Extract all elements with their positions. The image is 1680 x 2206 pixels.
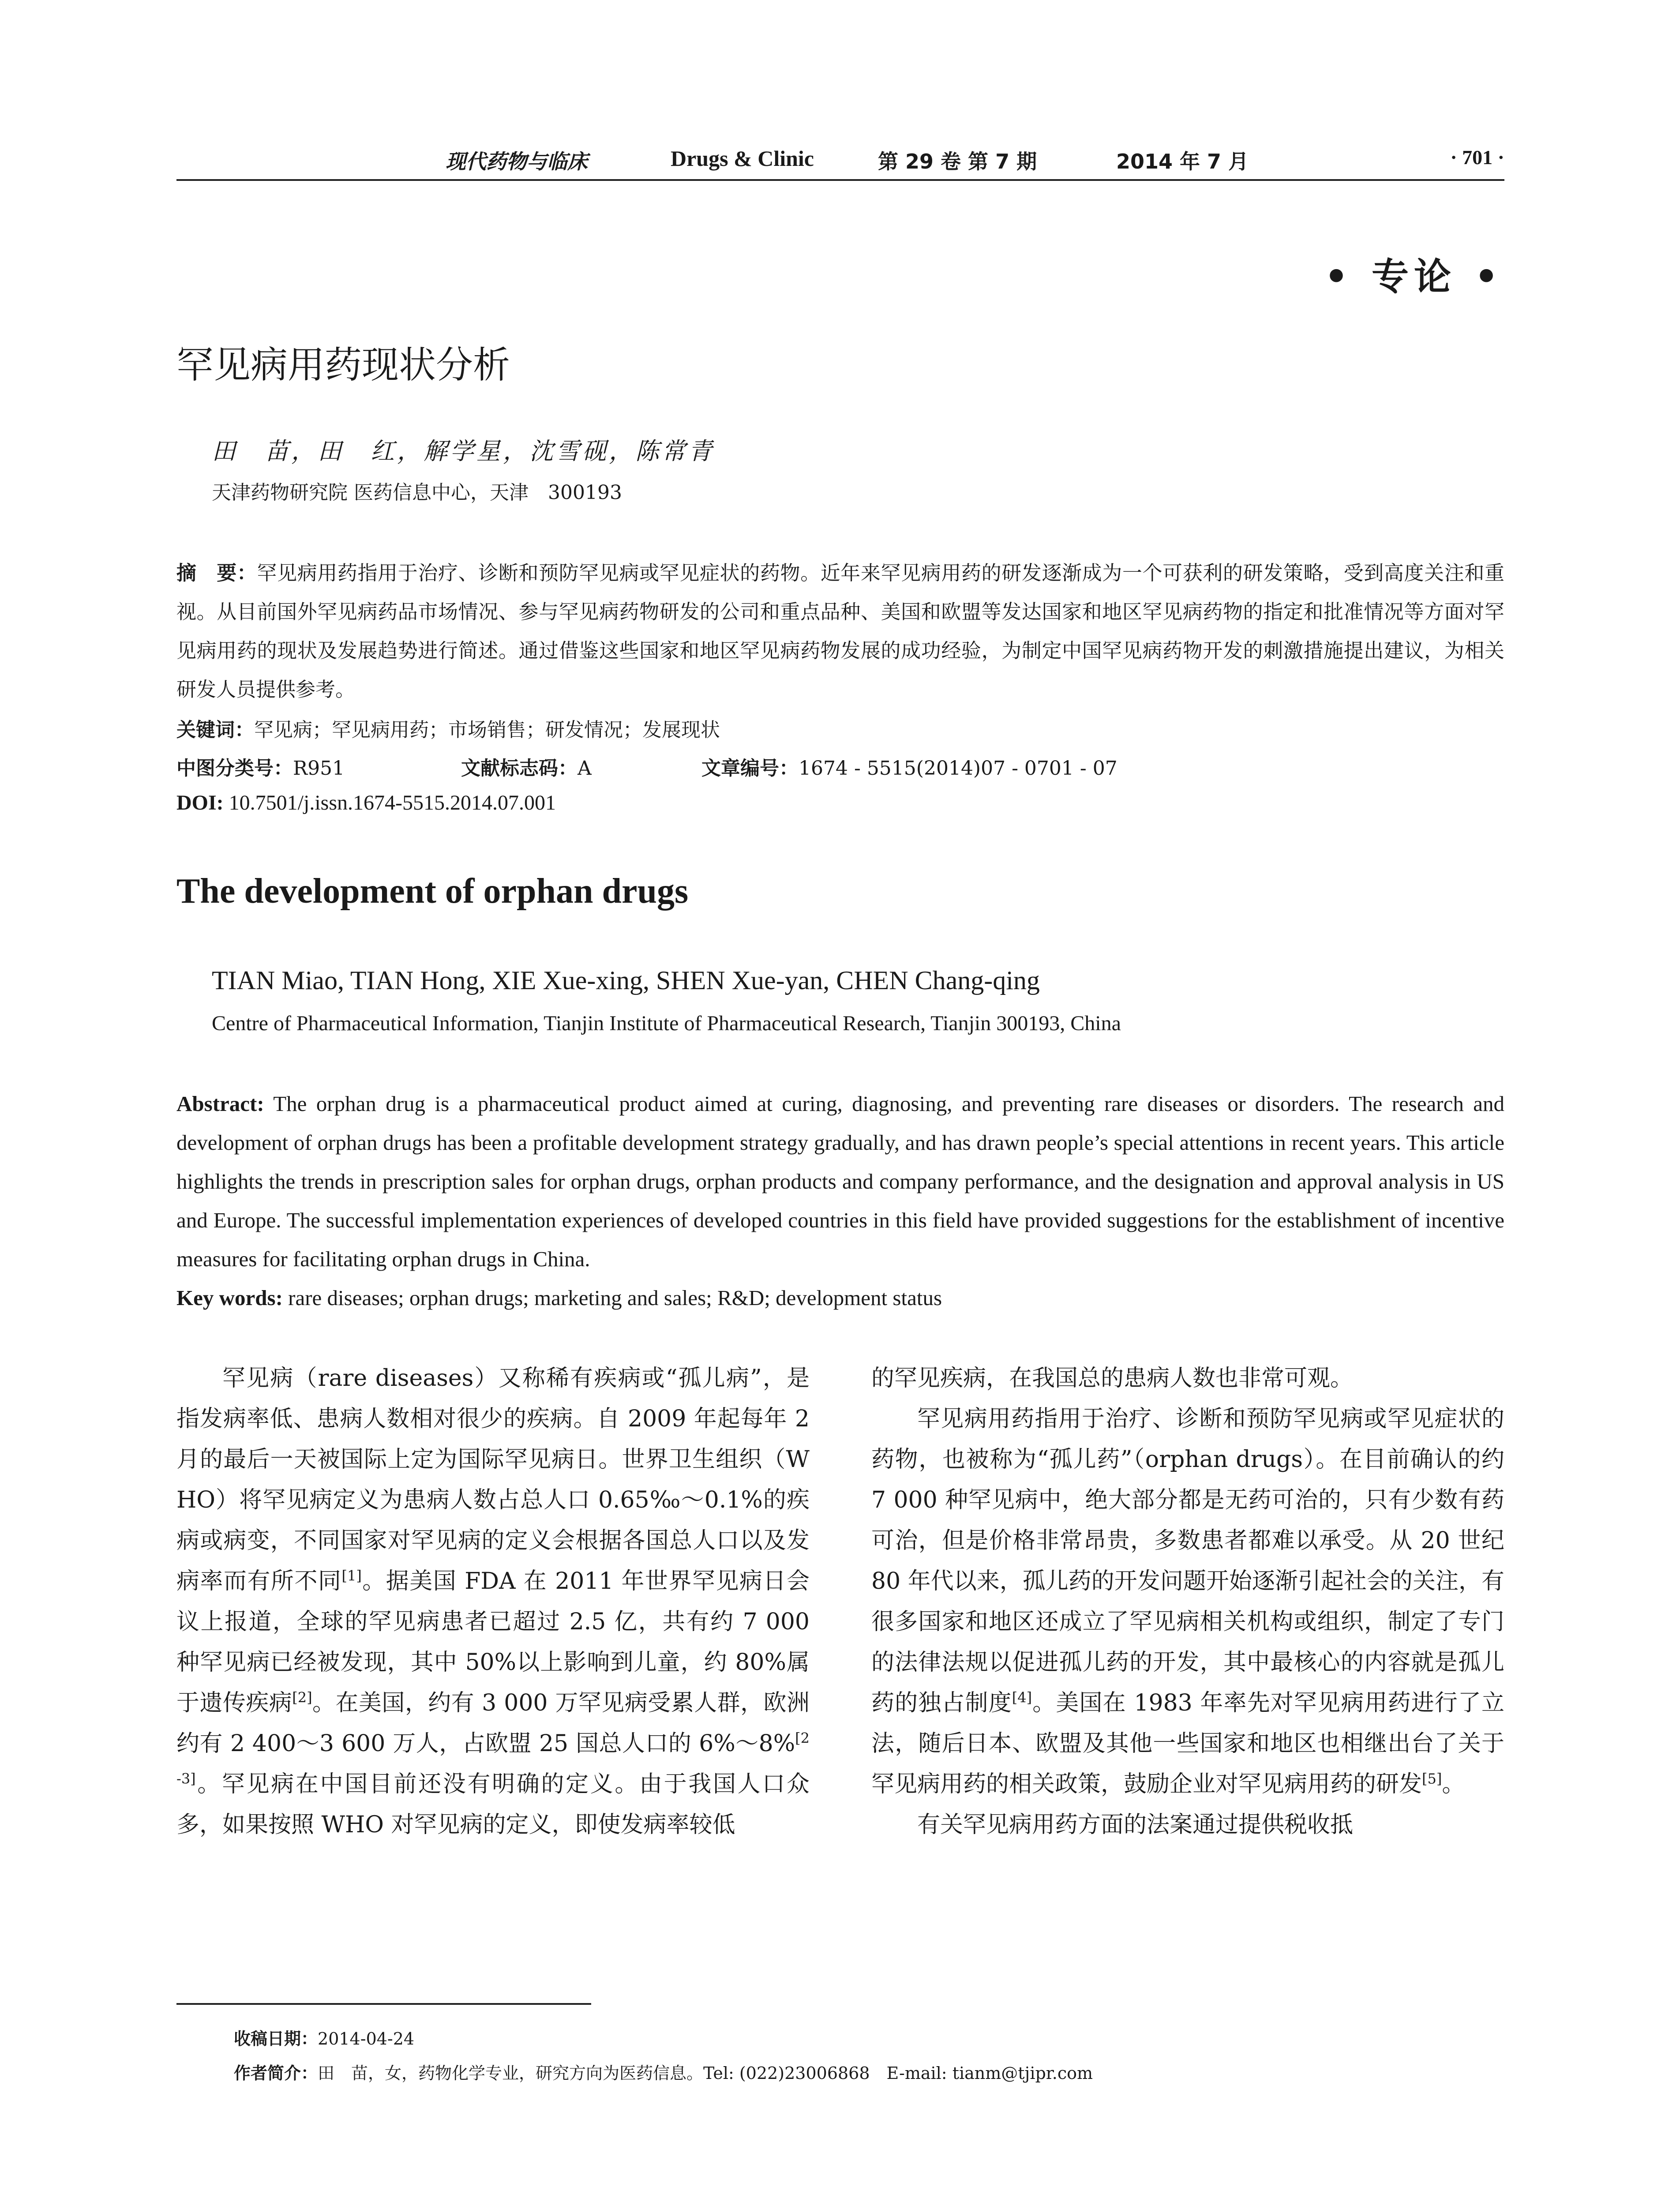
clc-value: R951 — [293, 757, 345, 780]
doi-label: DOI: — [176, 791, 224, 814]
doi-value: 10.7501/j.issn.1674-5515.2014.07.001 — [229, 791, 556, 814]
article-number-value: 1674 - 5515(2014)07 - 0701 - 07 — [799, 757, 1118, 780]
journal-name-cn: 现代药物与临床 — [446, 150, 588, 173]
body-paragraph: 罕见病（rare diseases）又称稀有疾病或“孤儿病”，是指发病率低、患病人数相对很少的疾病。自 2009 年起每年 2 月的最后一天被国际上定为国际罕见病日。世界卫生组织（WHO）将罕见病定义为患病人数占总人口 0.65‰～0.1%的疾病或病变，不同国家对罕见病的定义会根据各国总人口以及发病率而有所不同[1]。据美国 FDA 在 2011 年世界罕见病日会议上报道，全球的罕见病患者已超过 2.5 亿，共有约 7 000 种罕见病已经被发现，其中 50%以上影响到儿童，约 80%属于遗传疾病[2]。在美国，约有 3 000 万罕见病受累人群，欧洲约有 2 400～3 600 万人，占欧盟 25 国总人口的 6%～8%[2-3]。罕见病在中国目前还没有明确的定义。由于我国人口众多，如果按照 WHO 对罕见病的定义，即使发病率较低 — [176, 1365, 810, 1838]
section-label: • 专论 • — [1324, 255, 1504, 298]
author-bio — [234, 2060, 1093, 2084]
affiliation-cn: 天津药物研究院 医药信息中心，天津 300193 — [212, 481, 622, 504]
body-paragraph: 罕见病用药指用于治疗、诊断和预防罕见病或罕见症状的药物，也被称为“孤儿药”（orphan drugs）。在目前确认的约 7 000 种罕见病中，绝大部分都是无药可治的，只有少数有药可治，但是价格非常昂贵，多数患者都难以承受。从 20 世纪 80 年代以来，孤儿药的开发问题开始逐渐引起社会的关注，有很多国家和地区还成立了罕见病相关机构或组织，制定了专门的法律法规以促进孤儿药的开发，其中最核心的内容就是孤儿药的独占制度[4]。美国在 1983 年率先对罕见病用药进行了立法，随后日本、欧盟及其他一些国家和地区也相继出台了关于罕见病用药的相关政策，鼓励企业对罕见病用药的研发[5]。 — [871, 1406, 1504, 1797]
citation: [2] — [292, 1689, 312, 1706]
citation: [4] — [1012, 1689, 1032, 1706]
keywords-cn-label: 关键词： — [176, 719, 254, 741]
body-column-right — [871, 1358, 1504, 1845]
authors-en: TIAN Miao, TIAN Hong, XIE Xue-xing, SHEN Xue-yan, CHEN Chang-qing — [212, 966, 1040, 995]
keywords-en-text: rare diseases; orphan drugs; marketing and sales; R&D; development status — [288, 1286, 942, 1310]
abstract-en-label: Abstract: — [176, 1092, 264, 1116]
author-bio-label: 作者简介： — [234, 2063, 318, 2083]
affiliation-en: Centre of Pharmaceutical Information, Tianjin Institute of Pharmaceutical Research, Tianjin 300193, China — [212, 1012, 1121, 1035]
issue-date: 2014 年 7 月 — [1116, 150, 1249, 173]
body-paragraph: 的罕见疾病，在我国总的患病人数也非常可观。 — [871, 1365, 1354, 1392]
received-value: 2014-04-24 — [318, 2029, 415, 2048]
doi-line — [176, 791, 556, 815]
volume-issue: 第 29 卷 第 7 期 — [878, 150, 1037, 173]
journal-name-en: Drugs & Clinic — [671, 146, 814, 171]
title-en: The development of orphan drugs — [176, 872, 689, 911]
clc-label: 中图分类号： — [176, 757, 293, 780]
authors-cn: 田 苗，田 红，解学星，沈雪砚，陈常青 — [212, 437, 715, 465]
keywords-cn-text: 罕见病；罕见病用药；市场销售；研发情况；发展现状 — [254, 719, 720, 741]
received-label: 收稿日期： — [234, 2029, 318, 2048]
citation: [1] — [341, 1567, 362, 1584]
article-number-label: 文章编号： — [701, 757, 799, 780]
body-paragraph: 有关罕见病用药方面的法案通过提供税收抵 — [917, 1812, 1354, 1838]
doc-code-value: A — [578, 757, 592, 780]
body-column-left — [176, 1358, 810, 1845]
footnote-rule — [176, 2003, 591, 2005]
title-cn: 罕见病用药现状分析 — [176, 343, 510, 386]
abstract-en-text: The orphan drug is a pharmaceutical product aimed at curing, diagnosing, and preventing rare diseases or disorders. The research and development of orphan drugs has been a profitable development strategy gradually, and has drawn people’s special attentions in recent years. This article highlights the trends in prescription sales for orphan drugs, orphan products and company performance, and the designation and approval analysis in US and Europe. The successful implementation experiences of developed countries in this field have provided suggestions for the establishment of incentive measures for facilitating orphan drugs in China. — [176, 1092, 1504, 1271]
author-bio-value: 田 苗，女，药物化学专业，研究方向为医药信息。Tel: (022)23006868 E-mail: tianm@tjipr.com — [318, 2063, 1093, 2083]
citation: [5] — [1422, 1770, 1442, 1787]
abstract-en — [176, 1084, 1504, 1317]
abstract-cn — [176, 554, 1504, 709]
keywords-cn — [176, 714, 720, 742]
running-header — [176, 146, 1504, 181]
doc-code — [461, 752, 592, 780]
abstract-cn-label: 摘 要： — [176, 561, 257, 585]
received-date — [234, 2025, 414, 2049]
article-number — [701, 752, 1118, 780]
citation: [2-3] — [176, 1730, 810, 1787]
abstract-cn-text: 罕见病用药指用于治疗、诊断和预防罕见病或罕见症状的药物。近年来罕见病用药的研发逐渐成为一个可获利的研发策略，受到高度关注和重视。从目前国外罕见病药品市场情况、参与罕见病药物研发的公司和重点品种、美国和欧盟等发达国家和地区罕见病药物的指定和批准情况等方面对罕见病用药的现状及发展趋势进行简述。通过借鉴这些国家和地区罕见病药物发展的成功经验，为制定中国罕见病药物开发的刺激措施提出建议，为相关研发人员提供参考。 — [176, 561, 1504, 701]
keywords-en-label: Key words: — [176, 1286, 283, 1310]
doc-code-label: 文献标志码： — [461, 757, 578, 780]
classification-line — [176, 752, 345, 780]
page-number: · 701 · — [1450, 146, 1504, 169]
